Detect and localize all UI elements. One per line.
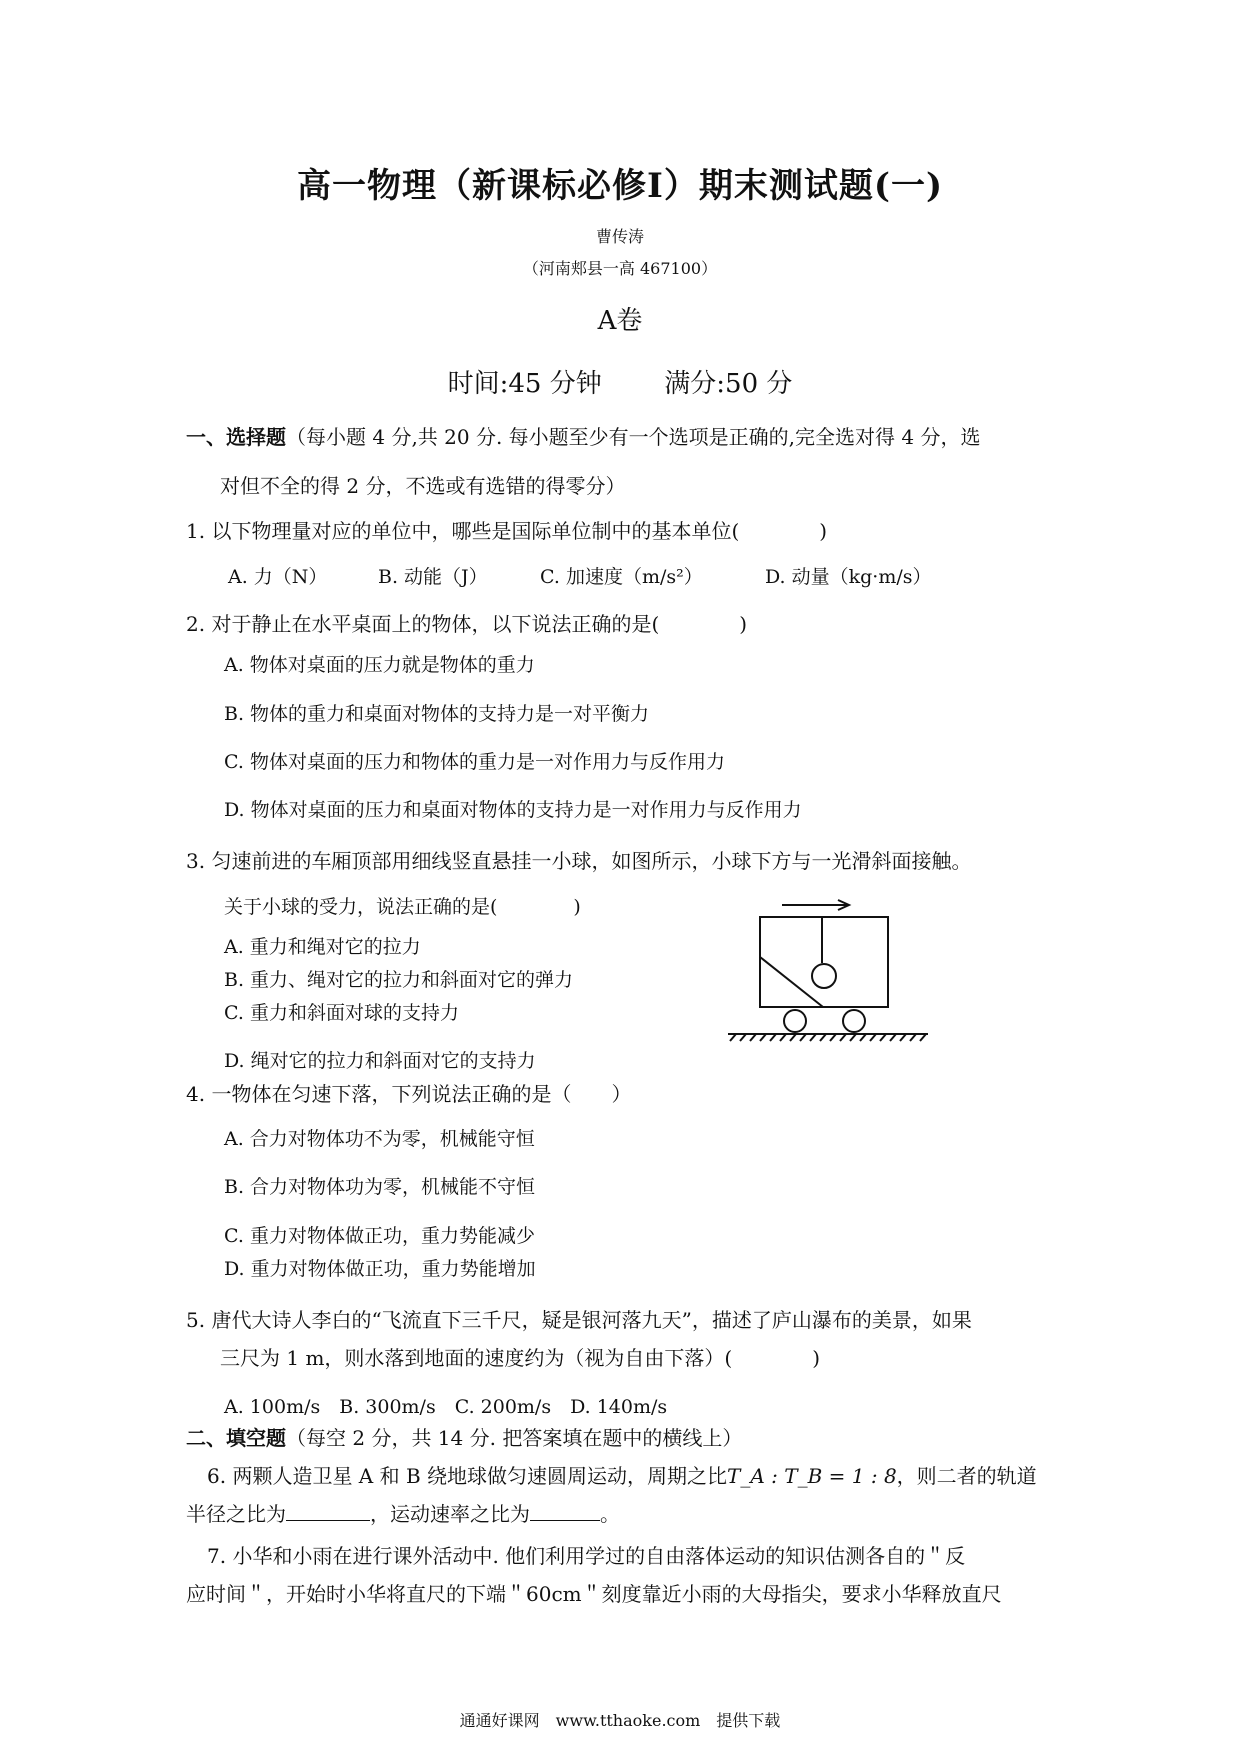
section2-line [186, 1422, 742, 1451]
section1-desc-line1 [186, 421, 980, 450]
author-name: 曹传涛 [595, 227, 644, 246]
q2-option-b: B. 物体的重力和桌面对物体的支持力是一对平衡力 [224, 703, 650, 725]
section2-heading: 二、填空题 [186, 1426, 286, 1450]
hanging-ball [812, 964, 836, 988]
q6-text-d: ，运动速率之比为 [370, 1502, 530, 1526]
footer-credit: 通通好课网 www.tthaoke.com 提供下载 [459, 1711, 781, 1730]
q7-line1: 7. 小华和小雨在进行课外活动中. 他们利用学过的自由落体运动的知识估测各自的＂反 [207, 1544, 966, 1568]
q3-option-b: B. 重力、绳对它的拉力和斜面对它的弹力 [224, 969, 574, 991]
ground-hatching [730, 1034, 926, 1041]
cart-diagram [720, 895, 940, 1045]
q3-stem-line1: 3. 匀速前进的车厢顶部用细线竖直悬挂一小球，如图所示，小球下方与一光滑斜面接触。 [186, 849, 972, 873]
left-wheel [784, 1010, 806, 1032]
q1-option-a: A. 力（N） [228, 566, 328, 588]
q3-option-d: D. 绳对它的拉力和斜面对它的支持力 [224, 1050, 536, 1072]
section1-desc: （每小题 4 分,共 20 分. 每小题至少有一个选项是正确的,完全选对得 4 分，选 [286, 425, 981, 449]
q6-line2 [186, 1498, 620, 1527]
q1-option-d: D. 动量（kg·m/s） [765, 566, 932, 588]
cart-body [760, 917, 888, 1007]
section2-desc: （每空 2 分，共 14 分. 把答案填在题中的横线上） [286, 1426, 743, 1450]
q4-option-d: D. 重力对物体做正功，重力势能增加 [224, 1258, 536, 1280]
q4-stem: 4. 一物体在匀速下落，下列说法正确的是（ ） [186, 1082, 632, 1106]
q2-stem: 2. 对于静止在水平桌面上的物体，以下说法正确的是( ) [186, 612, 748, 636]
q6-blank-radius-ratio[interactable] [286, 1502, 370, 1521]
q2-option-c: C. 物体对桌面的压力和物体的重力是一对作用力与反作用力 [224, 751, 725, 773]
q6-line1 [207, 1460, 1037, 1489]
q6-text-e: 。 [600, 1502, 620, 1526]
q7-line2: 应时间＂，开始时小华将直尺的下端＂60cm＂刻度靠近小雨的大母指尖，要求小华释放直尺 [186, 1582, 1002, 1606]
section1-desc-line2: 对但不全的得 2 分，不选或有选错的得零分） [220, 474, 626, 498]
q6-text-b: ，则二者的轨道 [896, 1464, 1037, 1488]
q1-option-c: C. 加速度（m/s²） [540, 566, 703, 588]
motion-arrow-icon [782, 900, 849, 910]
q1-stem: 1. 以下物理量对应的单位中，哪些是国际单位制中的基本单位( ) [186, 519, 828, 543]
volume-label: A卷 [597, 306, 643, 336]
q6-text-c: 半径之比为 [186, 1502, 286, 1526]
full-score: 满分:50 分 [664, 369, 793, 399]
q2-option-a: A. 物体对桌面的压力就是物体的重力 [224, 654, 535, 676]
time-limit: 时间:45 分钟 [447, 369, 602, 399]
q4-option-a: A. 合力对物体功不为零，机械能守恒 [224, 1128, 535, 1150]
q1-option-b: B. 动能（J） [378, 566, 488, 588]
q3-stem-line2: 关于小球的受力，说法正确的是( ) [224, 896, 581, 918]
time-score-line [0, 363, 1240, 400]
section1-heading: 一、选择题 [186, 425, 286, 449]
q3-option-a: A. 重力和绳对它的拉力 [224, 936, 421, 958]
right-wheel [843, 1010, 865, 1032]
q2-option-d: D. 物体对桌面的压力和桌面对物体的支持力是一对作用力与反作用力 [224, 799, 802, 821]
q3-option-c: C. 重力和斜面对球的支持力 [224, 1002, 459, 1024]
school-info: （河南郏县一高 467100） [522, 259, 718, 278]
q5-stem-line1: 5. 唐代大诗人李白的“飞流直下三千尺，疑是银河落九天”，描述了庐山瀑布的美景，如果 [186, 1308, 972, 1332]
q5-stem-line2: 三尺为 1 m，则水落到地面的速度约为（视为自由下落）( ) [220, 1346, 821, 1370]
q4-option-b: B. 合力对物体功为零，机械能不守恒 [224, 1176, 536, 1198]
q6-text-a: 6. 两颗人造卫星 A 和 B 绕地球做匀速圆周运动，周期之比 [207, 1464, 728, 1488]
q4-option-c: C. 重力对物体做正功，重力势能减少 [224, 1225, 535, 1247]
q5-options: A. 100m/s B. 300m/s C. 200m/s D. 140m/s [224, 1396, 668, 1418]
q6-blank-speed-ratio[interactable] [530, 1502, 600, 1521]
q6-period-ratio: T_A : T_B = 1 : 8 [727, 1464, 897, 1488]
exam-title: 高一物理（新课标必修Ⅰ）期末测试题(一) [296, 166, 944, 206]
